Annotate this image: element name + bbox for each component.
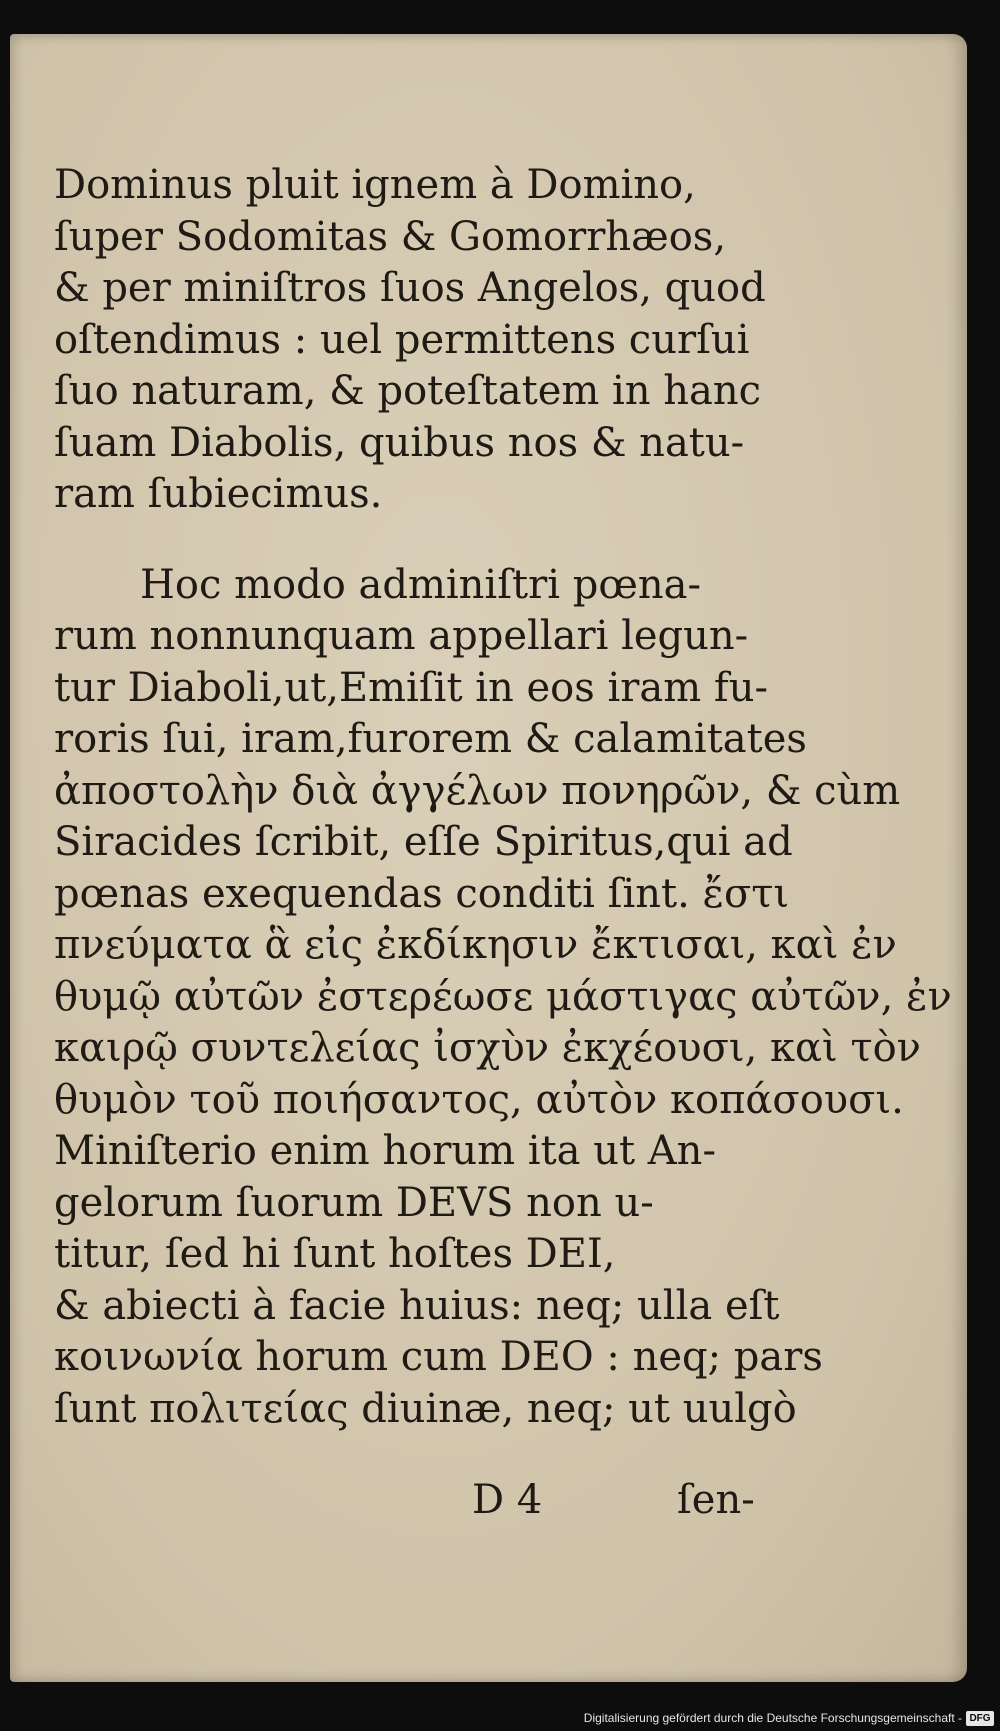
text-line: ſunt πολιτείας diuinæ, neq; ut uulgò bbox=[54, 1385, 797, 1432]
text-line: θυμῷ αὐτῶν ἐστερέωσε μάστιγας αὐτῶν, ἐν bbox=[54, 973, 952, 1020]
text-line: Miniſterio enim horum ita ut An- bbox=[54, 1128, 716, 1174]
text-line: oſtendimus : uel permittens curſui bbox=[54, 316, 750, 363]
text-line: gelorum ſuorum DEVS non u- bbox=[54, 1179, 654, 1226]
signature-mark: D 4 bbox=[472, 1477, 543, 1523]
page-text bbox=[54, 160, 952, 1435]
text-line: θυμὸν τοῦ ποιήσαντος, αὐτὸν κοπάσουσι. bbox=[54, 1076, 904, 1123]
text-line: ſuo naturam, & poteſtatem in hanc bbox=[54, 368, 762, 414]
footer-credit: Digitalisierung gefördert durch die Deutsche Forschungsgemeinschaft - bbox=[583, 1711, 962, 1725]
text-line: tur Diaboli,ut,Emiſit in eos iram fu- bbox=[54, 664, 768, 711]
text-line: πνεύματα ἃ εἰς ἐκδίκησιν ἔκτισαι, καὶ ἐν bbox=[54, 922, 897, 968]
text-line: Siracides ſcribit, eſſe Spiritus,qui ad bbox=[54, 819, 793, 865]
book-page bbox=[10, 34, 967, 1682]
text-line: κοινωνία horum cum DEO : neq; pars bbox=[54, 1334, 823, 1380]
text-line: ſuam Diabolis, quibus nos & natu- bbox=[54, 419, 745, 466]
text-line: ram ſubiecimus. bbox=[54, 471, 383, 517]
text-line: rum nonnunquam appellari legun- bbox=[54, 613, 749, 659]
text-line: titur, ſed hi ſunt hoſtes DEI, bbox=[54, 1231, 616, 1277]
digitization-footer bbox=[0, 1707, 1000, 1731]
text-line: pœnas exequendas conditi ſint. ἔστι bbox=[54, 870, 790, 917]
text-line: & abiecti à facie huius: neq; ulla eſt bbox=[54, 1282, 780, 1329]
dfg-logo: DFG bbox=[966, 1711, 994, 1726]
text-line: roris ſui, iram,furorem & calamitates bbox=[54, 716, 807, 762]
paragraph-gap bbox=[54, 521, 759, 560]
text-line: καιρῷ συντελείας ἰσχὺν ἐκχέουσι, καὶ τὸν bbox=[54, 1025, 921, 1071]
text-line: Dominus pluit ignem à Domino, bbox=[54, 162, 696, 208]
text-line: & per miniſtros ſuos Angelos, quod bbox=[54, 265, 766, 311]
text-line: ἀποστολὴν διὰ ἀγγέλων πονηρῶν, & cùm bbox=[54, 767, 901, 814]
catchword: ſen- bbox=[677, 1477, 755, 1523]
paragraph-first-line: Hoc modo adminiſtri pœna- bbox=[140, 561, 702, 608]
page-foot bbox=[420, 1477, 775, 1529]
text-line: ſuper Sodomitas & Gomorrhæos, bbox=[54, 213, 727, 260]
